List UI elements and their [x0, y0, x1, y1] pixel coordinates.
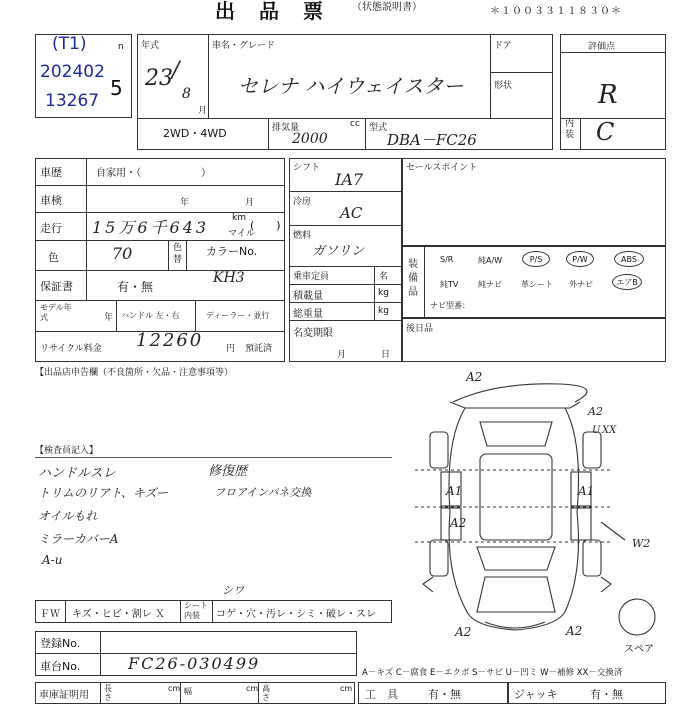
height-label: 高さ — [262, 684, 270, 702]
width-cm: cm — [246, 684, 259, 693]
inspection-label: 車検 — [40, 194, 62, 207]
length-cm: cm — [168, 684, 181, 693]
recycle-unit: 円 — [226, 344, 236, 354]
capacity-unit: 名 — [379, 272, 389, 282]
document-title: 出 品 票 — [215, 0, 325, 23]
jack-label: ジャッキ — [514, 688, 558, 701]
color-no-value: KH3 — [213, 270, 245, 286]
month-suffix: 月 — [198, 106, 208, 116]
reg-no-label: 登録No. — [40, 637, 81, 650]
tools-label: 工 具 — [365, 688, 398, 701]
equipment-label: 装備品 — [408, 259, 418, 298]
note-right-1: 修復歴 — [208, 464, 248, 479]
history-label: 車歴 — [40, 166, 62, 179]
aircon-label: 冷房 — [293, 197, 312, 207]
recycle-note: 預託済 — [245, 344, 273, 354]
equip-abs-circled: ABS — [614, 251, 644, 267]
car-name-label: 車名・グレード — [212, 41, 276, 51]
height-cm: cm — [340, 684, 353, 693]
note-line-3: オイルもれ — [38, 509, 98, 523]
chassis-label: 車台No. — [40, 660, 81, 673]
seat-value: コゲ・穴・汚レ・シミ・破レ・スレ — [216, 609, 376, 620]
document-subtitle: （状態説明書） — [352, 2, 422, 13]
warranty-label: 保証書 — [40, 280, 73, 293]
damage-label-w2: W2 — [632, 537, 651, 550]
history-value: 自家用・（ ） — [96, 168, 211, 179]
model-year-label: モデル年式 — [40, 303, 72, 322]
year-value: 23 — [145, 66, 173, 91]
damage-label-center: A2 — [450, 516, 467, 530]
car-name-value: セレナ ハイウェイスター — [238, 74, 464, 98]
sales-label: セールスポイント — [406, 163, 478, 173]
tools-value: 有・無 — [428, 688, 461, 701]
equip-tv: 純TV — [440, 280, 459, 289]
damage-legend: A－キズ C－腐食 E－エクボ S－サビ U－凹ミ W－補修 XX－交換済 — [362, 668, 623, 678]
equip-aw: 純A/W — [478, 256, 503, 265]
lot-code: (T1) — [52, 34, 87, 54]
lot-seq: 5 — [110, 76, 123, 100]
gross-unit: kg — [378, 306, 389, 316]
lot-number: 13267 — [45, 91, 100, 111]
damage-label-right-door: A1 — [578, 484, 595, 498]
equip-ps-circled: P/S — [522, 251, 550, 267]
damage-label-xx: XX — [602, 425, 617, 436]
seat-handwrite: シワ — [222, 584, 244, 597]
damage-label-front-left: A2 — [455, 625, 472, 639]
interior-label: 内装 — [565, 119, 575, 140]
equip-sr: S/R — [440, 255, 454, 264]
later-label: 後日品 — [406, 324, 434, 334]
model-year-unit: 年 — [104, 313, 114, 323]
gross-label: 総重量 — [293, 309, 323, 320]
note-right-2: フロアインパネ交換 — [214, 486, 312, 499]
regchange-month: 月 — [337, 350, 347, 360]
inspection-month: 月 — [245, 198, 255, 208]
navi-model-label: ナビ型番： — [430, 301, 470, 310]
equip-pw-circled: P/W — [566, 251, 594, 267]
equip-airbag-circled: エアB — [612, 274, 642, 290]
model-value: DBA－FC26 — [387, 131, 477, 149]
load-label: 積載量 — [293, 291, 323, 302]
fw-label: ＦＷ — [40, 609, 60, 620]
displacement-value: 2000 — [292, 131, 328, 147]
note-line-2: トリムのリアト、キズー — [38, 486, 169, 500]
note-line-5: A-u — [42, 553, 63, 567]
shop-notes-label: 【出品店申告欄（不良箇所・欠品・注意事項等） — [35, 368, 234, 378]
shape-label: 形状 — [494, 81, 513, 91]
width-label: 幅 — [184, 687, 192, 696]
lot-date: 202402 — [40, 62, 105, 82]
jack-value: 有・無 — [590, 688, 623, 701]
interior-value: C — [596, 118, 615, 146]
shift-value: IA7 — [335, 170, 364, 189]
load-unit: kg — [378, 288, 389, 298]
drive-label: 2WD・4WD — [163, 127, 227, 140]
capacity-label: 乗車定員 — [293, 272, 330, 282]
spare-label: スペア — [624, 644, 654, 655]
mileage-unit-mile: マイル — [228, 229, 255, 239]
later-box — [402, 318, 666, 362]
equip-leather: 革シート — [521, 280, 553, 289]
warranty-value: 有・無 — [117, 280, 154, 294]
grade-label: 評価点 — [588, 42, 616, 52]
chassis-value: FC26-030499 — [128, 654, 261, 673]
recycle-value: 12260 — [136, 330, 204, 351]
barcode-text: ＊１００３３１１８３０＊ — [490, 6, 622, 17]
damage-label-rear-right: A2 — [588, 405, 603, 418]
seat-label: シート内装 — [184, 601, 208, 620]
mileage-paren: ( ) — [250, 219, 281, 232]
mileage-value: 15万6千643 — [92, 218, 210, 237]
equip-ext-navi: 外ナビ — [569, 280, 593, 289]
regchange-label: 名変期限 — [293, 328, 333, 339]
door-label: ドア — [494, 41, 512, 51]
grade-score: R — [598, 80, 618, 110]
fuel-label: 燃料 — [293, 231, 312, 241]
month-value: 8 — [182, 86, 191, 102]
color-no-label: カラーNo. — [206, 245, 258, 258]
handle-label: ハンドル 左・右 — [121, 311, 180, 320]
color-value: 70 — [112, 244, 133, 263]
aircon-value: AC — [340, 204, 363, 222]
year-label: 年式 — [141, 41, 160, 51]
inspection-year: 年 — [180, 198, 190, 208]
color-change-label: 色替 — [173, 243, 183, 265]
note-line-1: ハンドルスレ — [38, 466, 116, 481]
damage-label-rear-top: A2 — [466, 370, 483, 384]
note-line-4: ミラーカバーA — [38, 532, 119, 546]
damage-label-front-right: A2 — [566, 624, 583, 638]
lot-n-label: n — [118, 42, 124, 52]
mileage-unit-km: km — [232, 213, 246, 223]
displacement-unit: cc — [350, 119, 360, 129]
vehicle-damage-diagram — [405, 372, 695, 650]
equip-navi: 純ナビ — [478, 280, 502, 289]
color-label: 色 — [48, 251, 59, 264]
recycle-label: リサイクル料金 — [40, 344, 102, 354]
damage-label-left-door: A1 — [446, 484, 463, 498]
damage-label-u: U — [592, 425, 601, 436]
regchange-day: 日 — [381, 350, 391, 360]
shift-label: シフト — [293, 163, 321, 173]
mileage-label: 走行 — [40, 222, 62, 235]
cert-label: 車庫証明用 — [39, 690, 89, 701]
fuel-value: ガソリン — [312, 244, 365, 259]
length-label: 長さ — [104, 684, 112, 702]
displacement-label: 排気量 — [272, 123, 300, 133]
model-label: 型式 — [369, 123, 388, 133]
fw-value: キズ・ヒビ・割レ Ｘ — [72, 609, 165, 620]
dealer-label: ディーラー・並行 — [206, 311, 270, 320]
inspector-label: 【検査員記入】 — [35, 446, 99, 456]
